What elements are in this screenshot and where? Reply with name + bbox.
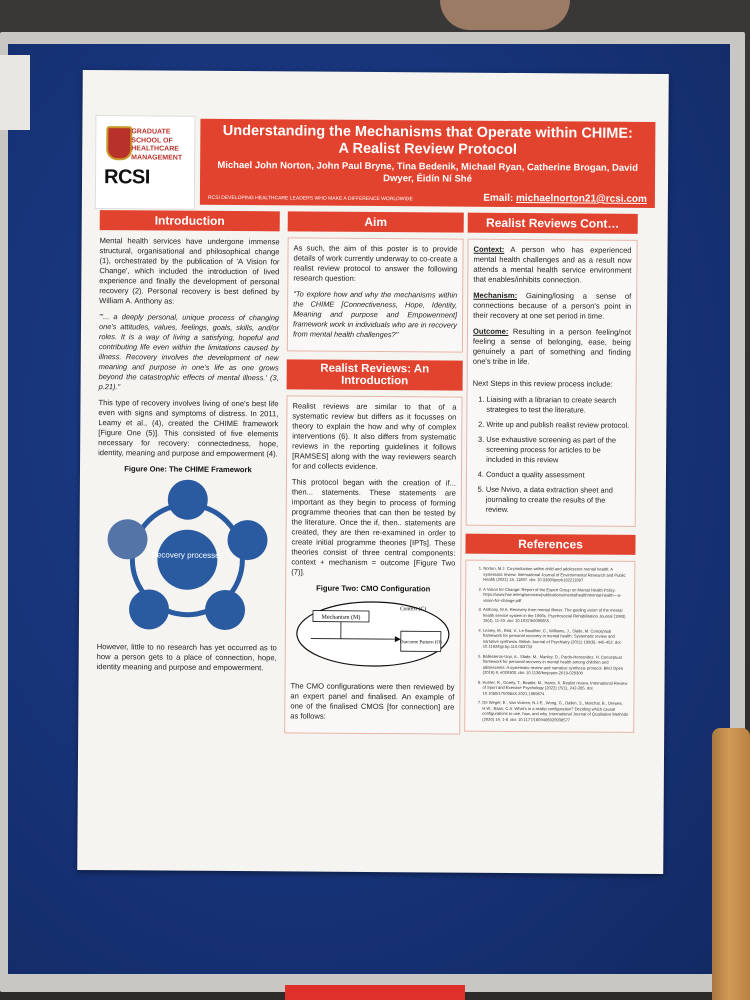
logo-wordmark: RCSI: [103, 166, 150, 189]
poster-tube: [712, 728, 750, 1000]
cmo-context-paragraph: [473, 245, 631, 286]
context-label: Context:: [473, 244, 505, 254]
chime-node-connectedness: [168, 480, 208, 520]
intro-quote: "'... a deeply personal, unique process of changing one's attitudes, values, feelings, goals, skills, and/or roles. It is a way of living a satisfying, hopeful and contributing life even within the limitations caused by illness. Recovery involves the development of new meaning and purpose in one's life as one grows beyond the catastrophic effects of mental illness.' (3, p.21).": [98, 312, 280, 392]
references-heading: References: [465, 534, 635, 555]
side-paper: [0, 55, 30, 130]
poster-title: [200, 123, 655, 160]
poster-header: [200, 119, 656, 208]
chime-diagram: [97, 477, 278, 638]
realist-paragraph-2: This protocol began with the creation of if... then... statements. These statements are important as they begin to process of forming programme theories that can then be tested by the literature. Once the if, then.. statements are created, they are then re-examined in order to create initial programme theories [IPTs]. These theories consist of three central components: context + mechanism = outcome [Figure Two (7)].: [291, 477, 456, 577]
list-item: 2. Write up and publish realist review protocol.: [486, 420, 630, 431]
list-item: 5. Use Nvivo, a data extraction sheet and journaling to create the results of the review.: [486, 485, 630, 516]
list-item: 5. Ballesteros-Urpi, A., Slade, M., Manley, D., Pardo-Hernandez, H. Conceptual framework for personal recovery in mental health among children and adolescents: A systematic review and narrative synthesis protocol. BMJ Open (2019) 9, e029300. doi: 10.1136/bmjopen-2019-029300: [483, 653, 629, 676]
list-item: 6. Hunter, R., Gorely, T., Beattie, M., Harris, K. Realist review. International Review of Sport and Exercise Psychology (2022) 15(1), 242-265. doi: 10.1080/1750984X.2021.1969674: [482, 679, 628, 697]
chime-center-label: Recovery processes: [151, 550, 224, 560]
column-introduction: [97, 210, 280, 679]
outcome-label: Outcome:: [472, 326, 509, 336]
aim-heading: Aim: [288, 211, 464, 232]
list-item: 4. Leamy, M., Bird, V., Le Boutillier, C., Williams, J., Slade, M. Conceptual framework for personal recovery in mental health: Systematic review and narrative synthesis. British Journal of Psychiatry (2011) 199(6), 445-452. doi: 10.1192/bjp.bp.110.083733: [483, 627, 629, 650]
intro-paragraph-3: However, little to no research has yet occurred as to how a person gets to a place of connection, hope, identity meaning and purpose and empowerment.: [96, 642, 277, 673]
column-realist-cont: [464, 213, 638, 733]
chime-node-hope: [227, 520, 267, 560]
next-steps-intro: Next Steps in this review process include:: [472, 378, 613, 389]
chime-node-meaning: [129, 589, 169, 629]
introduction-heading: Introduction: [100, 210, 280, 231]
cmo-mechanism-label: Mechanism (M): [321, 614, 361, 621]
references-list: [470, 566, 629, 723]
title-line-1: Understanding the Mechanisms that Operate within CHIME:: [222, 122, 633, 142]
list-item: 7. De Weger, E., Van Vooren, N.J.E., Wong, G., Dalkin, S., Marchal, B., Drewes, H.W., Baan, C.A. What's in a realist configuration? Deciding which causal configurations to use, how, and why. International Journal of Qualitative Methods (2020) 19, 1-8. doi: 10.1177/1609406920938577: [482, 700, 628, 723]
list-item: 1. Liaising with a librarian to create search strategies to test the literature.: [486, 395, 630, 416]
crest-icon: [106, 126, 132, 160]
cmo-outcome-paragraph: [473, 327, 631, 368]
intro-paragraph-1: Mental health services have undergone immense structural, organisational and philosophical change (1), orchestrated by the publication of 'A Vision for Change', which included the introduction of lived experience and finally the development of personal recovery (2). Personal recovery is best defined by William A. Anthony as:: [99, 236, 280, 306]
mechanism-text: Gaining/losing a sense of connections because of a person's point in their recovery at one set period in time.: [473, 291, 632, 321]
school-name: GRADUATE SCHOOL OF HEALTHCARE MANAGEMENT: [131, 128, 183, 162]
realist-intro-box: [284, 395, 462, 734]
realist-cont-heading: Realist Reviews Cont…: [468, 213, 638, 234]
email-label: Email:: [483, 192, 514, 204]
outcome-text: Resulting in a person feeling/not feeling a sense of belonging, ease, being genuinely a part of something and finding one's tribe in life.: [472, 326, 632, 367]
realist-cont-box: [466, 239, 638, 527]
chime-node-empowerment: [107, 519, 147, 559]
red-object: [285, 985, 465, 1000]
tagline: RCSI DEVELOPING HEALTHCARE LEADERS WHO MAKE A DIFFERENCE WORLDWIDE: [207, 194, 413, 203]
aim-question: "To explore how and why the mechanisms within the CHIME [Connectiveness, Hope, Identity, Meaning and purpose and Empowerment] framework work in individuals who are in recovery from mental health challenges?": [292, 289, 458, 340]
cmo-diagram: [291, 596, 456, 671]
rcsi-logo: [95, 115, 196, 210]
cmo-outcome-label: Outcome Pattern (O): [399, 640, 442, 646]
poster: [77, 70, 669, 874]
figure-one-title: Figure One: The CHIME Framework: [124, 464, 252, 475]
mechanism-label: Mechanism:: [473, 290, 518, 301]
aim-paragraph: As such, the aim of this poster is to provide details of work currently underway to co-create a realist review protocol to answer the following research question:: [293, 243, 458, 283]
next-steps-list: [472, 395, 631, 516]
realist-intro-heading: Realist Reviews: An Introduction: [287, 359, 463, 390]
references-box: [464, 560, 635, 733]
figure-two-title: Figure Two: CMO Configuration: [316, 583, 431, 594]
cmo-context-label: Context (C): [399, 606, 427, 613]
title-line-2: A Realist Review Protocol: [338, 140, 517, 158]
column-aim: [284, 211, 464, 734]
context-text: A person who has experienced mental health challenges and as a result now attends a mental health service environment that enables/inhibits connection.: [473, 244, 632, 285]
list-item: 3. Use exhaustive screening as part of the screening process for articles to be included in this review: [486, 435, 630, 466]
authors: Michael John Norton, John Paul Bryne, Tina Bedenik, Michael Ryan, Catherine Brogan, David Dwyer, Éidín Ní Shé: [217, 159, 638, 185]
top-object: [440, 0, 570, 30]
intro-paragraph-2: This type of recovery involves living of one's best life even with signs and symptoms of distress. In 2011, Leamy et al., (4), created the CHIME framework [Figure One (5)]. This consisted of five elements necessary for recovery: connectedness, hope, identity, meaning and purpose and empowerment (4).: [98, 398, 279, 459]
list-item: 3. Anthony, W.A. Recovery from mental illness: The guiding vision of the mental health service system in the 1990s. Psychosocial Rehabilitation Journal (1993) 16(4), 11-23. doi: 10.1037/h0095655: [483, 607, 629, 625]
list-item: 1. Norton, M.J. Co-production within child and adolescent mental health: A systematic review. International Journal of Environmental Research and Public Health (2021) 18, 11897. doi: 10.3390/ijerph182211897: [483, 566, 629, 584]
realist-paragraph-3: The CMO configurations were then reviewed by an expert panel and finalised. An example of one of the finalised CMOS [for connection] are as follows:: [290, 681, 455, 721]
cmo-mechanism-paragraph: [473, 291, 631, 322]
realist-paragraph-1: Realist reviews are similar to that of a systematic review but differs as it focusses on theory to explain the how and why of complex interventions (6). It also differs from systematic reviews in the reporting guidelines it follows [RAMSES] along with the way reviewers search for and collects evidence.: [292, 401, 457, 472]
chime-node-identity: [205, 590, 245, 630]
email-address: michaelnorton21@rcsi.com: [515, 192, 647, 205]
list-item: 2. A Vision for Change: Report of the Expert Group on Mental Health Policy. https://www.hse.ie/eng/services/publications/mentalhealth/mental-health---a-vision-for-change.pdf: [483, 586, 629, 604]
aim-box: [287, 237, 464, 352]
email: [483, 193, 647, 205]
list-item: 4. Conduct a quality assessment: [486, 470, 630, 481]
